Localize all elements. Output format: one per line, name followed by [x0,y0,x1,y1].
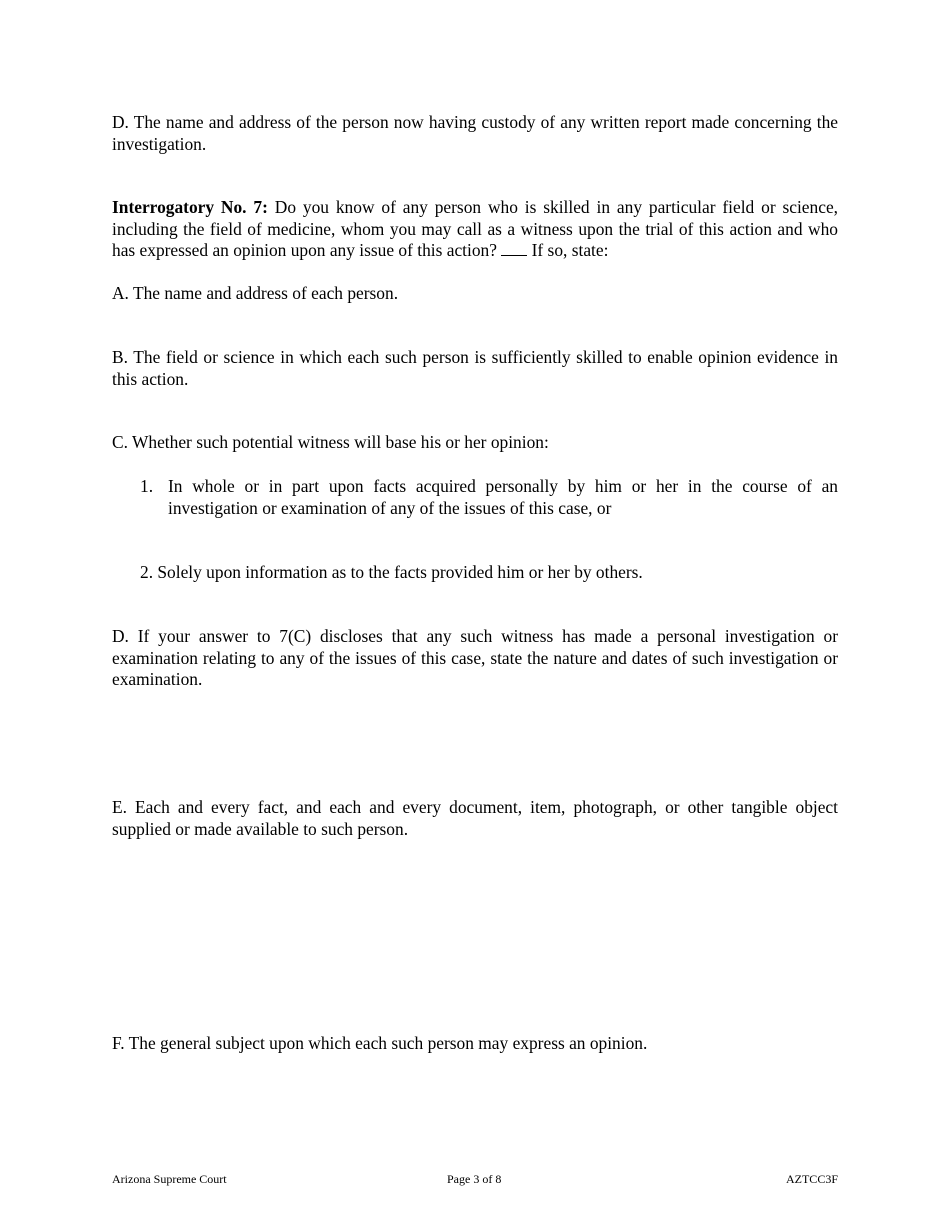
item-b-field-science: B. The field or science in which each such person is sufficiently skilled to enable opinion evidence in this action. [112,347,838,389]
item-e-facts-documents: E. Each and every fact, and each and every document, item, photograph, or other tangible object supplied or made available to such person. [112,797,838,839]
footer-form-code: AZTCC3F [785,1172,838,1186]
interrogatory-7-text: Do you know of any person who is skilled in any particular field or science, including the field of medicine, whom you may call as a witness upon the trial of this action and who has expressed an opinion upon any issue of this action? [112,197,839,260]
item-d-investigation: D. If your answer to 7(C) discloses that any such witness has made a personal investigation or examination relating to any of the issues of this case, state the nature and dates of such investigation or examination. [112,626,838,689]
footer-left: Arizona Supreme Court [112,1172,227,1186]
footer-page-number: Page 3 of 8 [447,1172,502,1186]
item-a-name-address: A. The name and address of each person. [112,283,399,303]
item-c-basis: C. Whether such potential witness will base his or her opinion: [112,432,549,452]
paragraph-d-report-custody: D. The name and address of the person now having custody of any written report made concerning the investigation. [112,112,838,154]
list-item-1 [140,476,838,519]
list-item-1-text: In whole or in part upon facts acquired personally by him or her in the course of an investigation or examination of any of the issues of this case, or [168,476,838,518]
interrogatory-7-text-end: If so, state: [527,240,609,260]
answer-blank[interactable] [501,241,527,256]
interrogatory-7 [112,197,838,262]
interrogatory-7-label: Interrogatory No. 7: [112,197,268,217]
list-item-2: 2. Solely upon information as to the facts provided him or her by others. [140,562,643,582]
item-f-subject: F. The general subject upon which each such person may express an opinion. [112,1033,648,1053]
list-item-1-number: 1. [140,476,154,496]
